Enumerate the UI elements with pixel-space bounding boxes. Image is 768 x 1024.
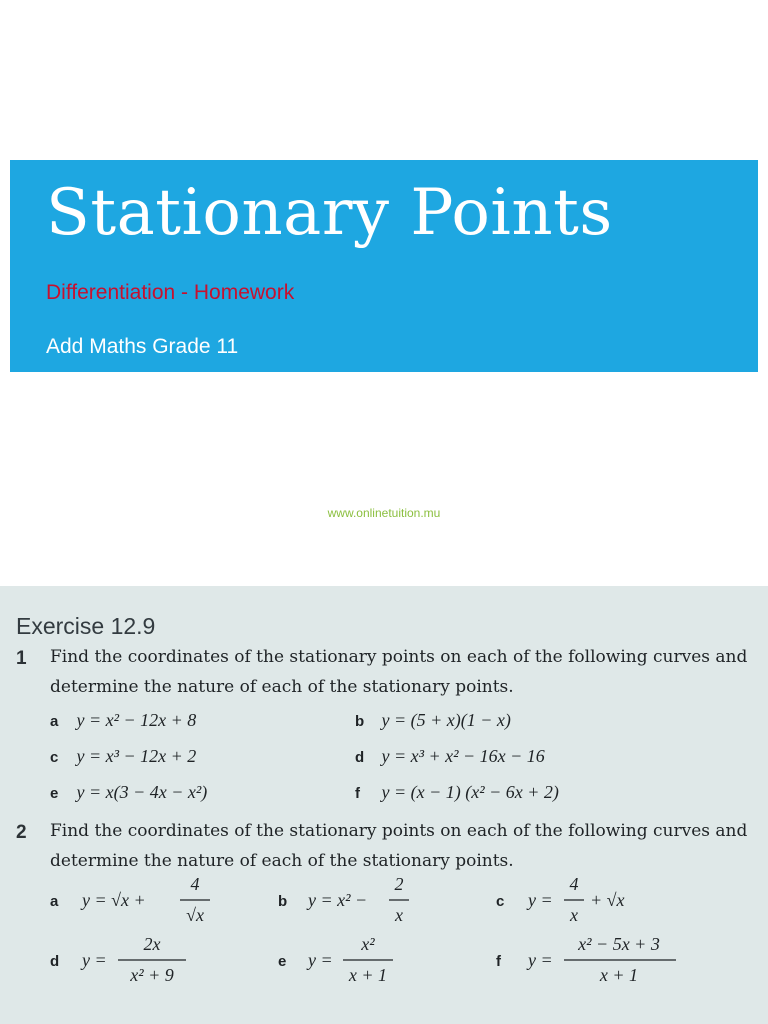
- question-1-number: 1: [16, 648, 27, 669]
- item-tail: + √x: [590, 890, 625, 910]
- fraction-denominator: x + 1: [348, 965, 388, 985]
- item-expression: y = x³ + x² − 16x − 16: [381, 746, 545, 766]
- page-title: Stationary Points: [46, 176, 613, 250]
- item-lhs: y =: [528, 890, 553, 910]
- question-2-text: Find the coordinates of the stationary points on each of the following curves and determine the nature of each of the stationary points.: [50, 821, 748, 871]
- q2-item-c: [496, 874, 696, 931]
- q2-item-f: [496, 936, 716, 993]
- item-letter: b: [355, 713, 365, 730]
- item-letter: d: [355, 749, 365, 766]
- q2-item-a: [50, 874, 250, 931]
- fraction-denominator: x² + 9: [130, 965, 174, 985]
- item-lhs: y =: [82, 950, 107, 970]
- q2-item-a-math: [50, 874, 250, 926]
- q1-item-d: [355, 746, 545, 767]
- item-letter: a: [50, 893, 59, 910]
- question-2-number: 2: [16, 822, 27, 843]
- item-letter: c: [50, 749, 59, 766]
- q2-item-b-math: [278, 874, 478, 926]
- item-lhs: y = √x +: [82, 890, 146, 910]
- course-label: Add Maths Grade 11: [46, 335, 239, 358]
- q2-item-e-math: [278, 936, 478, 988]
- q2-item-c-math: [496, 874, 696, 926]
- item-letter: f: [355, 785, 360, 802]
- fraction-numerator: 4: [190, 874, 200, 894]
- item-expression: y = (5 + x)(1 − x): [381, 710, 511, 730]
- q2-item-d: [50, 936, 250, 993]
- item-lhs: y =: [528, 950, 553, 970]
- item-letter: d: [50, 953, 60, 970]
- fraction-numerator: 2: [394, 874, 404, 894]
- exercise-title: Exercise 12.9: [16, 613, 156, 639]
- title-banner: [10, 160, 758, 372]
- item-lhs: y =: [308, 950, 333, 970]
- question-1-text: Find the coordinates of the stationary points on each of the following curves and determine the nature of each of the stationary points.: [50, 647, 748, 697]
- fraction-numerator: 4: [569, 874, 579, 894]
- fraction-denominator: √x: [186, 905, 204, 925]
- item-letter: f: [496, 953, 501, 970]
- item-letter: c: [496, 893, 505, 910]
- q2-item-b: [278, 874, 478, 931]
- item-expression: y = x(3 − 4x − x²): [76, 782, 208, 802]
- page-subtitle: Differentiation - Homework: [46, 281, 295, 304]
- fraction-denominator: x + 1: [599, 965, 639, 985]
- q2-item-d-math: [50, 936, 250, 988]
- q1-item-e: [50, 782, 207, 803]
- item-expression: y = x³ − 12x + 2: [76, 746, 197, 766]
- item-letter: a: [50, 713, 59, 730]
- website-link[interactable]: www.onlinetuition.mu: [327, 506, 441, 520]
- q1-item-c: [50, 746, 196, 767]
- q2-item-e: [278, 936, 478, 993]
- q1-item-f: [355, 782, 559, 803]
- item-lhs: y = x² −: [308, 890, 368, 910]
- item-expression: y = x² − 12x + 8: [76, 710, 197, 730]
- fraction-denominator: x: [570, 905, 578, 925]
- item-letter: b: [278, 893, 288, 910]
- fraction-numerator: x²: [361, 934, 375, 954]
- q1-item-b: [355, 710, 511, 731]
- item-letter: e: [50, 785, 59, 802]
- fraction-denominator: x: [395, 905, 403, 925]
- item-expression: y = (x − 1) (x² − 6x + 2): [381, 782, 559, 802]
- q1-item-a: [50, 710, 196, 731]
- q2-item-f-math: [496, 936, 716, 988]
- exercise-photo: [0, 586, 768, 1024]
- fraction-numerator: 2x: [143, 934, 161, 954]
- fraction-numerator: x² − 5x + 3: [578, 934, 660, 954]
- item-letter: e: [278, 953, 287, 970]
